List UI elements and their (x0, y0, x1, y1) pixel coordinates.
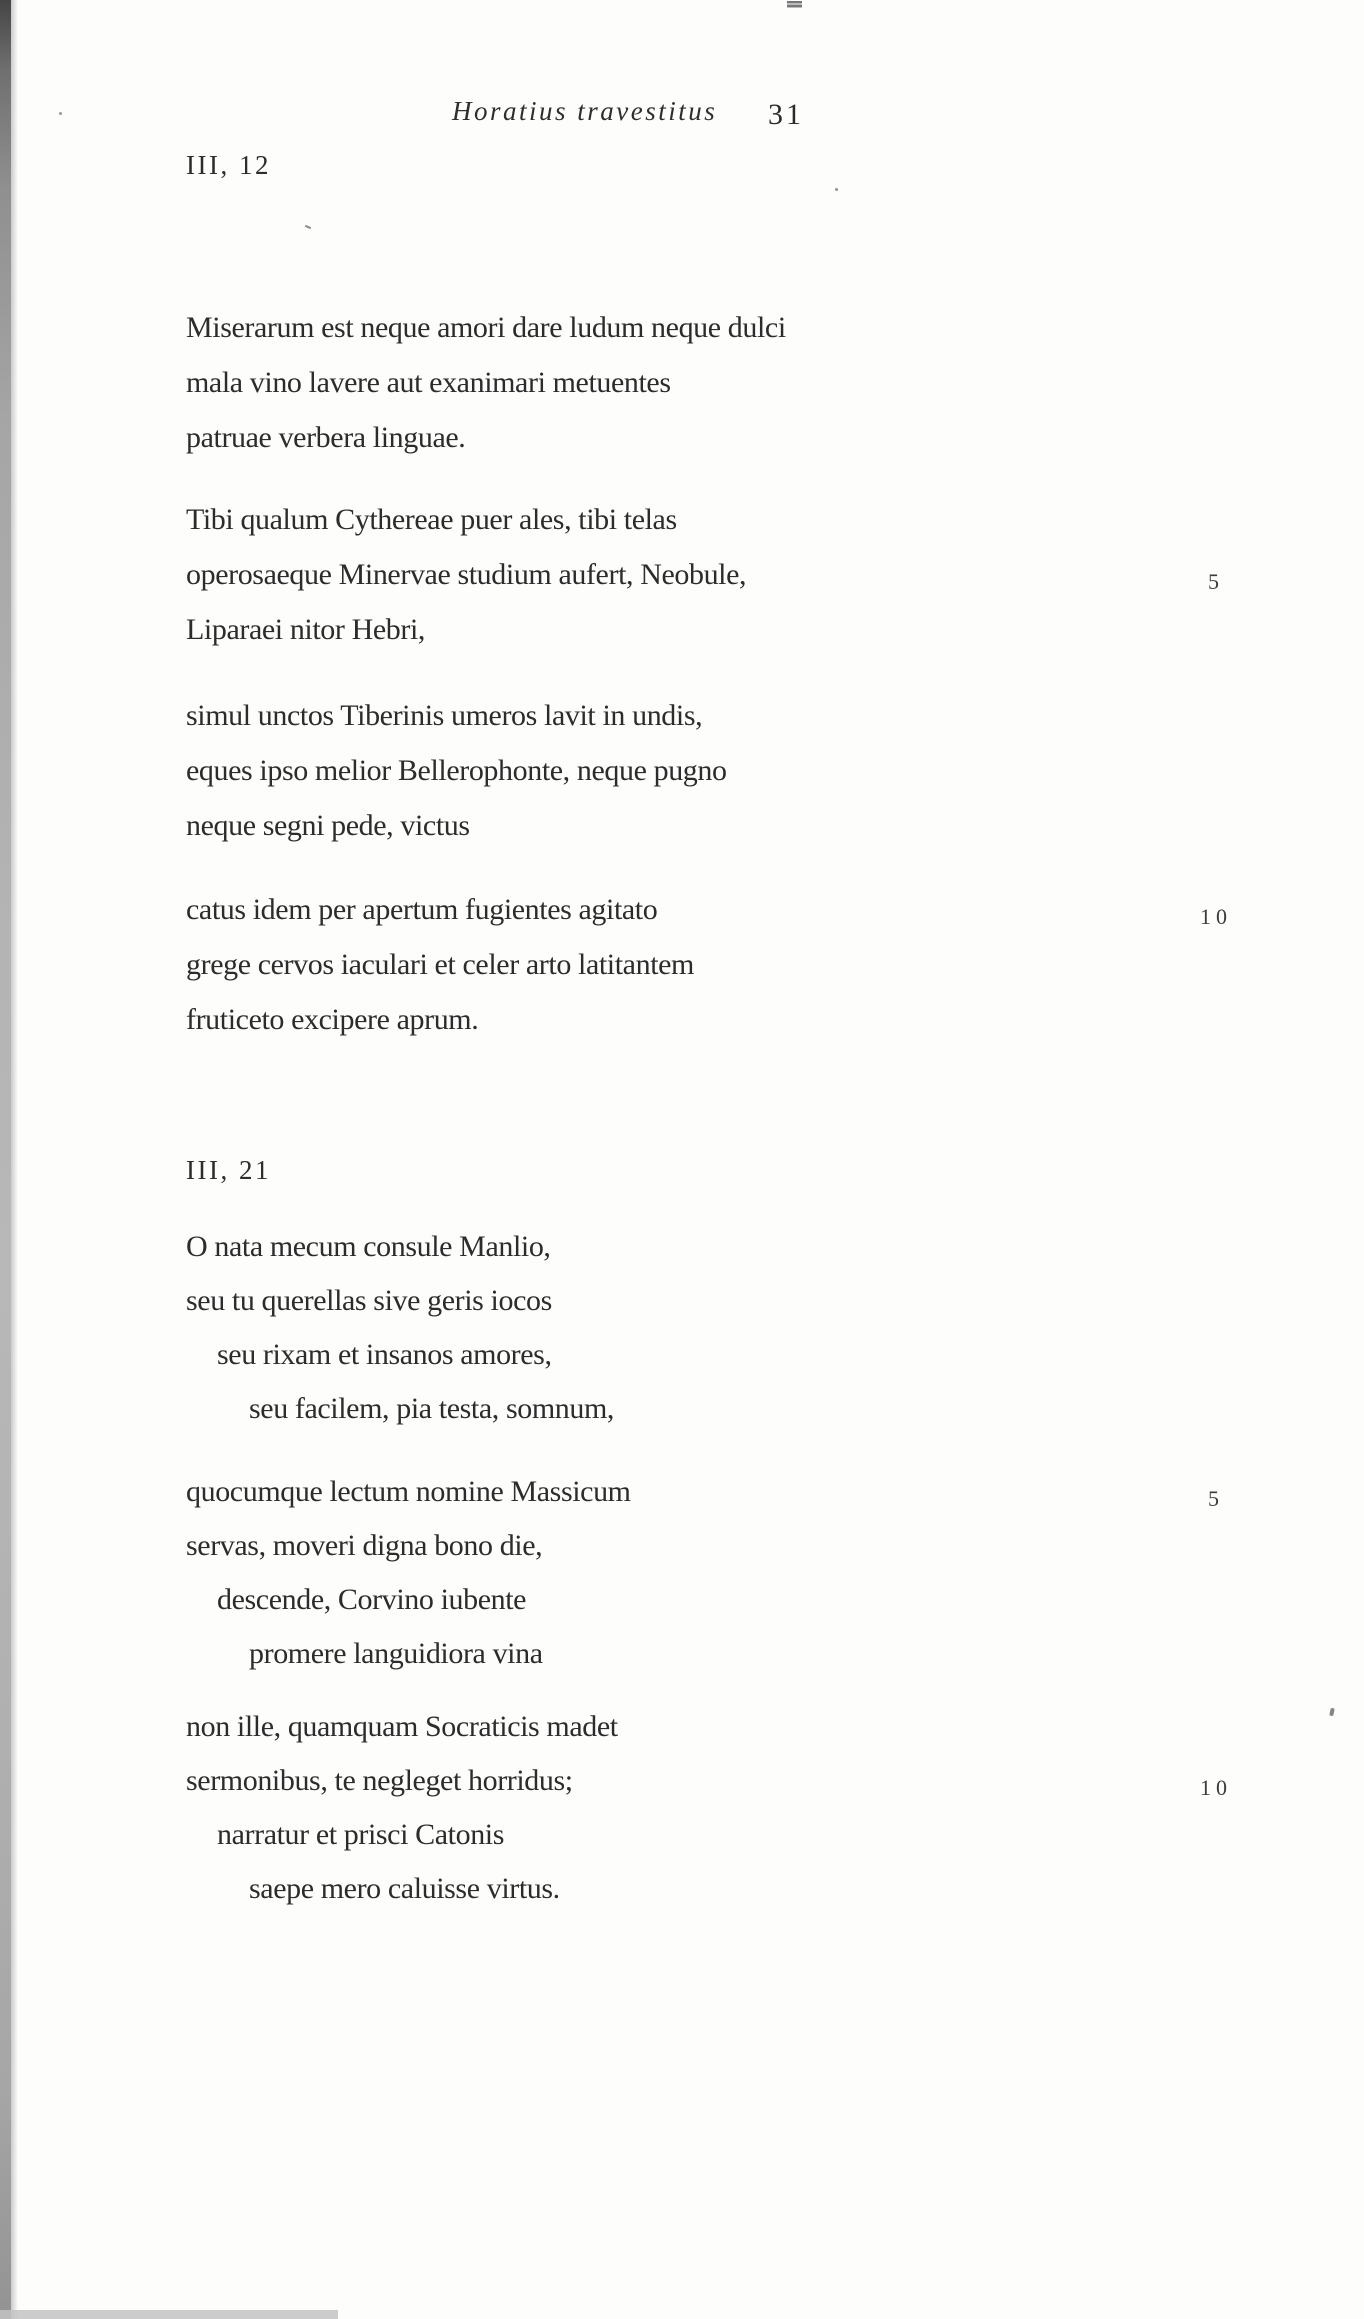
poem-line (186, 1382, 1266, 1436)
poem-line-text: quocumque lectum nomine Massicum (186, 1475, 631, 1508)
stanza (186, 1465, 1266, 1681)
verse-line-number: 10 (1200, 904, 1232, 929)
poem-line (186, 688, 1266, 743)
stanza (186, 300, 1266, 465)
poem-line (186, 937, 1266, 992)
poem-line (186, 1573, 1266, 1627)
stanza (186, 492, 1266, 657)
poem-line-text: neque segni pede, victus (186, 809, 470, 842)
poem-line (186, 1465, 1266, 1519)
poem-line-text: operosaeque Minervae studium aufert, Neobule, (186, 558, 747, 591)
poem-line-text: seu tu querellas sive geris iocos (186, 1284, 552, 1317)
poem-line (186, 1862, 1266, 1916)
poem-line (186, 410, 1266, 465)
poem-line-text: servas, moveri digna bono die, (186, 1529, 543, 1562)
poem-line-text: non ille, quamquam Socraticis madet (186, 1710, 618, 1743)
poem-line-text: mala vino lavere aut exanimari metuentes (186, 366, 671, 399)
scan-gutter-shadow (0, 0, 11, 2319)
poem-line (186, 992, 1266, 1047)
poem-heading: III, 21 (186, 1155, 271, 1185)
poem-line-text: Miserarum est neque amori dare ludum neque dulci (186, 311, 786, 344)
poem-line (186, 492, 1266, 547)
poem-line (186, 1519, 1266, 1573)
verse-line-number: 10 (1200, 1775, 1232, 1800)
stanza (186, 882, 1266, 1047)
poem-line (186, 1328, 1266, 1382)
poem-line-text: seu rixam et insanos amores, (217, 1338, 552, 1371)
poem-line-text: sermonibus, te negleget horridus; (186, 1764, 573, 1797)
verse-line-number: 5 (1208, 569, 1224, 594)
poem-line-text: seu facilem, pia testa, somnum, (249, 1392, 615, 1425)
verse-line-number: 5 (1208, 1486, 1224, 1511)
poem-line (186, 1627, 1266, 1681)
poem-line (186, 300, 1266, 355)
stanza (186, 1220, 1266, 1436)
scan-speck (1329, 1708, 1335, 1717)
poem-line (186, 1808, 1266, 1862)
page-number: 31 (768, 98, 804, 131)
poem-line (186, 547, 1266, 602)
poem-line-text: promere languidiora vina (249, 1637, 543, 1670)
poem-line (186, 798, 1266, 853)
poem-line-text: catus idem per apertum fugientes agitato (186, 893, 658, 926)
running-header-title: Horatius travestitus (452, 96, 718, 126)
poem-line (186, 743, 1266, 798)
poem-line (186, 602, 1266, 657)
poem-line-text: fruticeto excipere aprum. (186, 1003, 479, 1036)
stanza (186, 688, 1266, 853)
poem-line (186, 355, 1266, 410)
scan-speck (59, 112, 62, 115)
scan-artifact-top (787, 1, 802, 8)
scan-speck (305, 225, 311, 229)
poem-line (186, 1274, 1266, 1328)
scan-bottom-edge (0, 2310, 338, 2319)
poem-heading: III, 12 (186, 150, 271, 180)
poem-line-text: narratur et prisci Catonis (217, 1818, 505, 1851)
poem-line (186, 1220, 1266, 1274)
poem-line-text: descende, Corvino iubente (217, 1583, 527, 1616)
scan-speck (835, 188, 838, 191)
poem-line-text: grege cervos iaculari et celer arto latitantem (186, 948, 694, 981)
poem-line-text: O nata mecum consule Manlio, (186, 1230, 551, 1263)
poem-line (186, 1754, 1266, 1808)
poem-line-text: eques ipso melior Bellerophonte, neque pugno (186, 754, 727, 787)
poem-line (186, 1700, 1266, 1754)
poem-line-text: simul unctos Tiberinis umeros lavit in undis, (186, 699, 703, 732)
poem-line-text: saepe mero caluisse virtus. (249, 1872, 560, 1905)
stanza (186, 1700, 1266, 1916)
poem-line-text: Tibi qualum Cythereae puer ales, tibi telas (186, 503, 677, 536)
poem-line-text: Liparaei nitor Hebri, (186, 613, 425, 646)
poem-line (186, 882, 1266, 937)
poem-line-text: patruae verbera linguae. (186, 421, 466, 454)
